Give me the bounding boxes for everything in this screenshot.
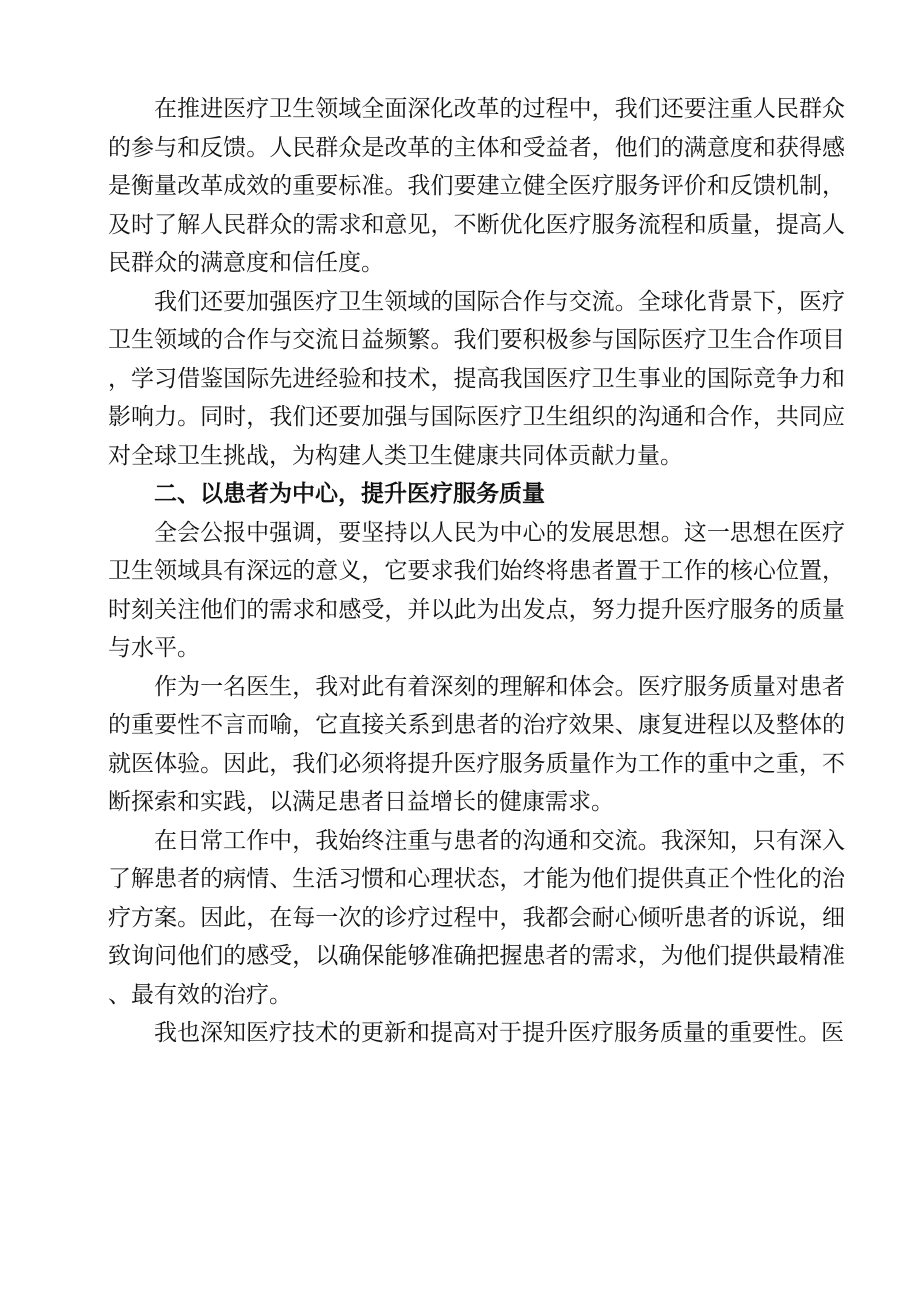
paragraph-public-participation: 在推进医疗卫生领域全面深化改革的过程中，我们还要注重人民群众的参与和反馈。人民群众是改革的主体和受益者，他们的满意度和获得感是衡量改革成效的重要标准。我们要建立健全医疗服务评价和反馈机制，及时了解人民群众的需求和意见，不断优化医疗服务流程和质量，提高人民群众的满意度和信任度。 xyxy=(108,96,845,276)
paragraph-people-centered: 全会公报中强调，要坚持以人民为中心的发展思想。这一思想在医疗卫生领域具有深远的意义，它要求我们始终将患者置于工作的核心位置，时刻关注他们的需求和感受，并以此为出发点，努力提升医疗服务的质量与水平。 xyxy=(108,519,845,661)
section-heading: 二、以患者为中心，提升医疗服务质量 xyxy=(154,480,545,507)
paragraph-international-cooperation: 我们还要加强医疗卫生领域的国际合作与交流。全球化背景下，医疗卫生领域的合作与交流日益频繁。我们要积极参与国际医疗卫生合作项目，学习借鉴国际先进经验和技术，提高我国医疗卫生事业的国际竞争力和影响力。同时，我们还要加强与国际医疗卫生组织的沟通和合作，共同应对全球卫生挑战，为构建人类卫生健康共同体贡献力量。 xyxy=(108,288,845,469)
paragraph-medical-technology: 我也深知医疗技术的更新和提高对于提升医疗服务质量的重要性。医 xyxy=(154,1020,844,1046)
paragraph-patient-communication: 在日常工作中，我始终注重与患者的沟通和交流。我深知，只有深入了解患者的病情、生活习惯和心理状态，才能为他们提供真正个性化的治疗方案。因此，在每一次的诊疗过程中，我都会耐心倾听患者的诉说，细致询问他们的感受，以确保能够准确把握患者的需求，为他们提供最精准、最有效的治疗。 xyxy=(108,827,845,1008)
document-page xyxy=(108,90,845,1053)
paragraph-doctor-understanding: 作为一名医生，我对此有着深刻的理解和体会。医疗服务质量对患者的重要性不言而喻，它直接关系到患者的治疗效果、康复进程以及整体的就医体验。因此，我们必须将提升医疗服务质量作为工作的重中之重，不断探索和实践，以满足患者日益增长的健康需求。 xyxy=(108,673,845,815)
